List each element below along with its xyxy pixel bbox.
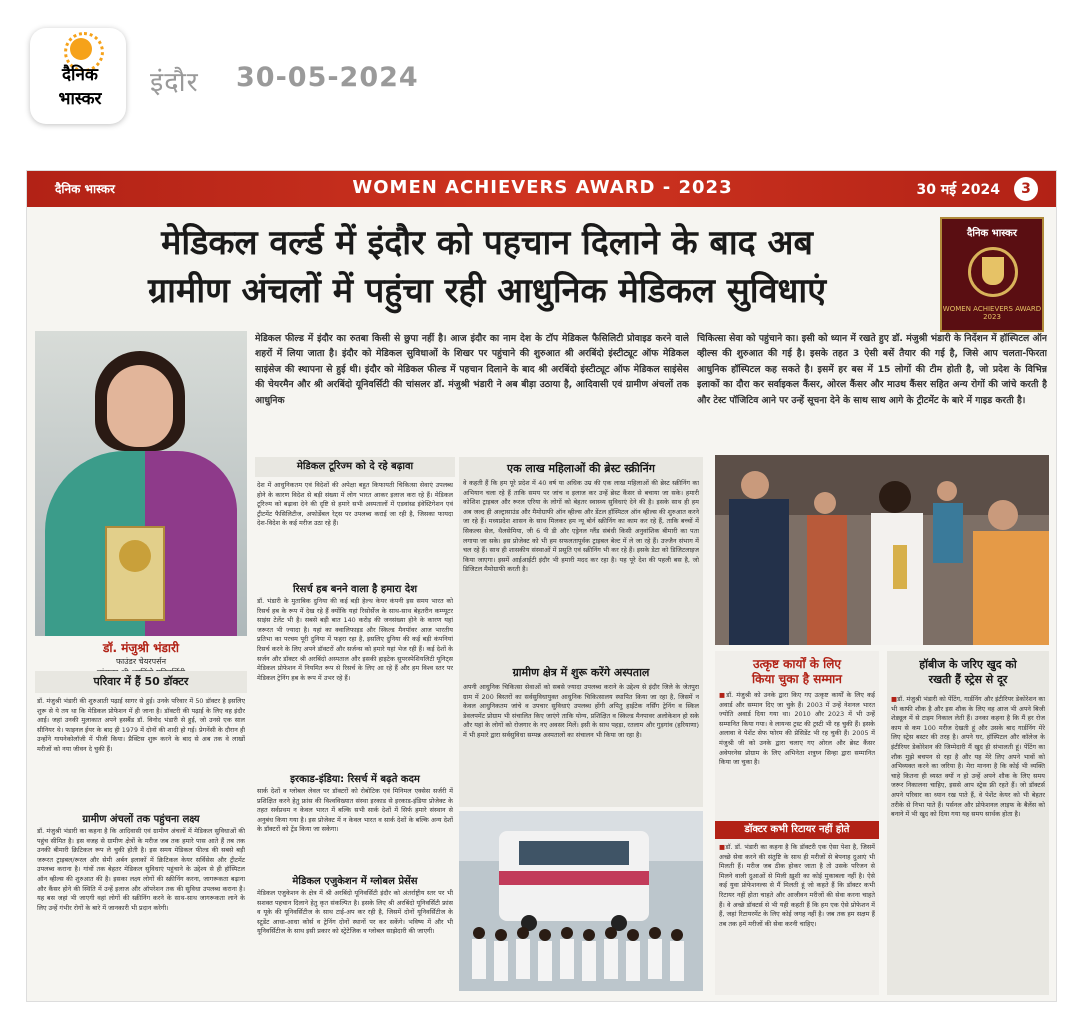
photo-face xyxy=(107,365,173,447)
ceremony-illustration xyxy=(715,455,1049,645)
award-ceremony-photo xyxy=(715,455,1049,645)
logo-text-line2: भास्कर xyxy=(58,89,102,109)
education-title: मेडिकल एजुकेशन में ग्लोबल प्रेसेंस xyxy=(292,876,418,887)
sun-logo-icon xyxy=(70,38,92,60)
research-title: रिसर्च हब बनने वाला है हमारा देश xyxy=(292,584,417,595)
intro-left: मेडिकल फील्ड में इंदौर का रुतबा किसी से छुपा नहीं है। आज इंदौर का नाम देश के टॉप मेडिकल फैसिलिटी प्रोवाइड करने वाले शहरों में लिया जाता है। इंदौर को मेडिकल सुविधाओं के शिखर पर पहुंचाने की शुरुआत श्री अरबिंदो इंस्टीट्यूट ऑफ मेडिकल साइंसेज की स्थापना से हुई थी। इंदौर को मेडिकल फील्ड में पहचान दिलाने के बाद श्री अरबिंदो इंस्टीट्यूट ऑफ मेडिकल साइंसेस की चेयरमैन और श्री अरबिंदो यूनिवर्सिटी की चांसलर डॉ. मंजुश्री भंडारी ने अब बीड़ा उठाया है, आदिवासी एवं ग्रामीण अंचलों तक आधुनिक xyxy=(255,333,689,406)
family-body: डॉ. मंजुश्री भंडारी की शुरुआती पढ़ाई सागर से हुई। उनके परिवार में 50 डॉक्टर है इसलिए शुरू से ये तय था कि मेडिकल प्रोफेशन में ही जाना है। डॉक्टरी की पढ़ाई के लिए वह इंदौर आई। जहां उनकी मुलाकात अपने हसबैंड डॉ. विनोद भंडारी से हुई, जो उनसे एक साल सीनियर थे। फाइनल ईयर के बाद ही 1979 में दोनों की शादी हो गई। प्रेगनेंसी के दौरान ही उन्होंने गायनेकोलॉजी में पीजी किया। प्रैक्टिस शुरू करने के बाद से अब तक वे लाखों मरीजों को नया जीवन दे चुकी हैं। xyxy=(37,697,245,753)
hobby-title-line1: हॉबीज के जरिए खुद को xyxy=(919,658,1017,671)
hobby-title-line2: रखती हैं स्ट्रेस से दूर xyxy=(928,673,1008,686)
breast-title: एक लाख महिलाओं की ब्रेस्ट स्क्रीनिंग xyxy=(507,462,655,475)
hobby-body: ■ डॉ. मंजुश्री भंडारी को पेंटिंग, गार्डनिंग और इंटीरियर डेकोरेशन का भी काफी शौक है और इस शौक के लिए वह आज भी अपने बिजी शेड्यूल में से टाइम निकाल लेती हैं। उनका कहना है कि मैं हर रोज काम से कम 100 मरीज देखती हूं और उसके बाद गार्डनिंग मेरे लिए स्ट्रेस बस्टर की तरह है। अपने घर, हॉस्पिटल और कॉलेज के इंटीरियर डेकोरेशन की जिम्मेदारी मैं खुद ही संभालती हूं। पेंटिंग का शौक मुझे बचपन से रहा है और यह मेरे लिए अपने भावों को अभिव्यक्त करने का जरिया है। मेरा मानना है कि कोई भी व्यक्ति चाहे कितना ही व्यस्त क्यों न हो उन्हें अपने शौक के लिए समय जरूर निकालना चाहिए, इससे आप स्ट्रेस फ्री रहते हैं। जो डॉक्टर्स अपने परिवार का ध्यान रख पाते हैं, वे पेशेंट केयर को भी बेहतर तरीके से निभा पाते हैं। पर्सनल और प्रोफेशनल लाइफ के बैलेंस को बनाने में भी खुद को दिया गया यह समय सार्थक होता है। xyxy=(891,695,1045,991)
trophy-icon xyxy=(982,257,1004,285)
headline-line2: ग्रामीण अंचलों में पहुंचा रही आधुनिक मेडिकल सुविधाएं xyxy=(148,271,826,311)
app-header xyxy=(0,0,1080,160)
dainik-bhaskar-logo[interactable] xyxy=(30,28,126,124)
headline xyxy=(37,219,937,315)
rural-body: डॉ. मंजुश्री भंडारी का कहना है कि आदिवासी एवं ग्रामीण अंचलों में मेडिकल सुविधाओं की पहुंच सीमित है। इस वजह से ग्रामीण क्षेत्रों के मरीज जब तक हमारे पास आते हैं तब तक उनकी बीमारी क्रिटिकल रूप ले चुकी होती है। इस समय मेडिकल फील्ड की सबसे बड़ी जरूरत ट्राइबल/रूरल और सेमी अर्बन इलाकों में क्रिटिकल केयर सर्विसेस और ट्रीटमेंट उपलब्ध कराना है। गांवों तक बेहतर मेडिकल सुविधाएं पहुंचाने के उद्देश्य से ही हॉस्पिटल ऑन व्हील्स की शुरुआत की है। इसका लक्ष्य लोगों की स्क्रीनिंग करना, जागरूकता बढ़ाना और कैंसर होने की स्थिति में उन्हें इलाज और ऑपरेशन तक की सुविधा उपलब्ध कराना है। यह बस जहां भी जाएगी वहां लोगों की स्क्रीनिंग करने के साथ-साथ जागरूकता लाने के लिए उन्हें गंभीर रोगों के बारे में जानकारी भी प्रदान करेगी। xyxy=(37,827,245,912)
honor-title xyxy=(715,657,879,687)
hospital-title: ग्रामीण क्षेत्र में शुरू करेंगे अस्पताल xyxy=(512,666,650,679)
tourism-title-box xyxy=(255,457,455,477)
family-title-box xyxy=(35,671,247,693)
tourism-title: मेडिकल टूरिज्म को दे रहे बढ़ावा xyxy=(296,461,414,472)
honor-title-line1: उत्कृष्ट कार्यों के लिए xyxy=(752,657,842,671)
indo-india-body: सार्क देशों व ग्लोबल लेवल पर डॉक्टरों को रोबोटिक एवं मिनिमल एक्सेस सर्जरी में प्रशिक्षित करने हेतु फ्रांस की विश्वविख्यात संस्था इरकाड से इरकाड-इंडिया प्रोजेक्ट के तहत सर्वप्रथम न केवल भारत में बल्कि सभी सार्क देशों में सिर्फ हमारे संस्थान से अनुबंध किया गया है। इस प्रोजेक्ट में न केवल भारत व सार्क देशों के बल्कि अन्य देशों के डॉक्टरों को ट्रेंड किया जा सकेगा। xyxy=(257,787,453,834)
retire-title: डॉक्टर कभी रिटायर नहीं होते xyxy=(715,821,879,839)
award-text: WOMEN ACHIEVERS AWARD 2023 xyxy=(942,305,1042,321)
hospital-body: अपनी आधुनिक चिकित्सा सेवाओं को सबसे ज्यादा उपलब्ध कराने के उद्देश्य से इंदौर जिले के जेतपुरा ग्राम में 200 बिस्तरों का सर्वसुविधायुक्त आधुनिक चिकित्सालय स्थापित किया जा रहा है, जिसमें न केवल आधुनिकतम जांचे व उपचार सुविधाएं उपलब्ध होंगी अपितु हाईटेक नर्सिंग ट्रेनिंग व स्किल डेवलपमेंट प्रोग्राम भी संचालित किए जाएंगे ताकि योग्य, प्रशिक्षित व स्किल्ड मैनपावर अलोकेशन हो सके और यहां के लोगों को रोजगार के नए अवसर मिलें। इसी के साथ पहड़ा, रतलाम और गुड़गांव (हरियाणा) में भी हमारे द्वारा सर्वसुविधा सम्पन्न अस्पतालों का संचालन भी किया जा रहा है। xyxy=(463,683,699,739)
banner-title: WOMEN ACHIEVERS AWARD - 2023 xyxy=(352,177,733,198)
banner-brand: दैनिक भास्कर xyxy=(55,182,115,196)
headline-line1: मेडिकल वर्ल्ड में इंदौर को पहचान दिलाने के बाद अब xyxy=(161,223,813,263)
bus-group-illustration xyxy=(459,811,703,991)
photo-award-emblem xyxy=(119,540,151,572)
intro-right: चिकित्सा सेवा को पहुंचाने का। इसी को ध्यान में रखते हुए डॉ. मंजुश्री भंडारी के निर्देशन में हॉस्पिटल ऑन व्हील्स की शुरुआत की गई है। इसके तहत 3 ऐसी बसें तैयार की गई है, जिसे आप चलता-फिरता आधुनिक हॉस्पिटल कह सकते है। इसमें हर बस में 15 लोगों की टीम होती है, जो प्रदेश के विभिन्न इलाकों का दौरा कर सर्वाइकल कैंसर, ओरल कैंसर और माउथ कैंसर सहित अन्य रोगों की जांचे करती है और टेस्ट पॉजिटिव आने पर उन्हें सूचना देने के साथ साथ आगे के ट्रीटमेंट के बारे में गाइड करती है। xyxy=(697,333,1047,406)
caption-name: डॉ. मंजुश्री भंडारी xyxy=(102,641,180,655)
edition-date: 30-05-2024 xyxy=(236,62,419,93)
research-body: डॉ. भंडारी के मुताबिक दुनिया की कई बड़ी हेल्थ केयर कंपनी इस समय भारत को रिसर्च हब के रूप में देख रहे हैं क्योंकि यहां रिसोर्सेज के साथ-साथ बेहतरीन कम्प्यूटर साइंस टेलेंट भी है। सबसे बड़ी बात 140 करोड़ की जनसंख्या होने के कारण यहां जरूरत भी ज्यादा है। यहां का क्वालिफाइड और स्किल्ड मैनपॉवर आज भारतीय प्रतिभा का परचम पूरी दुनिया में फहरा रहा है, इसलिए दुनिया की कई बड़ी कंपनियां रिसर्च करने के लिए अपने डॉक्टरों और सर्जन्स को हमारे यहां भेज रही हैं। कई देशों के सर्जन और डॉक्टर श्री अरबिंदो अस्पताल और इसकी हाइटेक सुपरस्पेशियलिटी यूनिट्स मेडिकल प्रोफेशन में नियमित रूप से रिसर्च के लिए आ रहे हैं और हम विश्व स्तर पर मेडिकल ट्रेनिंग हब के रूप में उभर रहे हैं। xyxy=(257,597,453,682)
hospital-on-wheels-photo xyxy=(459,811,703,991)
indo-india-title: इरकाड-इंडिया: रिसर्च में बढ़ते कदम xyxy=(290,774,420,785)
caption-role1: फाउंडर चेयरपर्सन xyxy=(115,657,167,666)
portrait-photo xyxy=(35,331,247,636)
rural-title: ग्रामीण अंचलों तक पहुंचना लक्ष्य xyxy=(82,814,200,825)
edition-city: इंदौर xyxy=(150,67,199,98)
photo-award-plaque xyxy=(105,526,165,621)
breast-body: वे कहती हैं कि हम पूरे प्रदेश में 40 वर्ष या अधिक उम्र की एक लाख महिलाओं की ब्रेस्ट स्क्रीनिंग का अभियान चला रहे हैं ताकि समय पर जांच व इलाज कर उन्हें ब्रेस्ट कैंसर से बचाया जा सके। हमारी कोशिश ट्राइबल और रूरल एरिया के लोगों को बेहतर स्वास्थ्य सुविधाएं देने की है। इसके साथ ही हम अब जल्द ही अल्ट्रासाउंड और मैमोग्राफी ऑन व्हील्स और डेंटल हॉस्पिटल ऑन व्हील्स की शुरुआत करने जा रहे हैं। मध्यप्रदेश शासन के साथ मिलकर हम न्यू बोर्न स्क्रीनिंग का काम कर रहे हैं, ताकि बच्चों में सिकल्स सेल, थैलसेमिया, जी 6 पी डी और एड्रेनल ग्लैंड संबंधी किसी अनुवांशिक बीमारी का पता लगाया जा सके। इस प्रोजेक्ट को भी हम सफलतापूर्वक ट्राइबल बेल्ट में ले जा रहे हैं। उज्जैन संभाग में चल रहे हैं। साथ ही शासकीय संस्थाओं में प्रसूति एवं स्क्रीनिंग भी कर रहे हैं। इसके डेटा को डिजिटलाइज किया जाएगा। इसमें आईआईटी इंदौर भी हमारी मदद कर रहा है। यह पूरे देश की पहली बस है, जो डिजिटल मैमोग्राफी करती है। xyxy=(463,479,699,574)
family-title: परिवार में हैं 50 डॉक्टर xyxy=(93,675,189,688)
honor-title-line2: किया चुका है सम्मान xyxy=(752,672,842,686)
retire-body: ■ डॉ. डॉ. भंडारी का कहना है कि डॉक्टरी एक ऐसा पेशा है, जिसमें अच्छे सेवा करने की संतुष्टि के साथ ही मरीजों से बेपनाह दुआएं भी मिलती हैं। मरीज जब ठीक होकर जाता है तो उसके परिजन से मिलने वाली दुआओं से मिली ख़ुशी का कोई मुकाबला नहीं है। ऐसे कई युवा प्रोफेशनल्स से मैं मिलती हूं जो कहते हैं कि डॉक्टर कभी रिटायर नहीं होता चाहते और आजीवन मरीजों की सेवा करना चाहते हैं। वे अच्छे डॉक्टर्स से भी यही कहती हैं कि हम एक ऐसे प्रोफेशन में हैं, जहां रिटायरमेंट के लिए कोई जगह नहीं है। जब तक हम सक्षम हैं तब तक हमें मरीजों की सेवा करनी चाहिए। xyxy=(719,843,875,993)
honor-body: ■ डॉ. मंजुश्री को उनके द्वारा किए गए उत्कृष्ट कार्यों के लिए कई अवार्ड और सम्मान दिए जा चुके हैं। 2003 में उन्हें नेशनल भारत ज्योति अवार्ड दिया गया था। 2010 और 2023 में भी उन्हें सम्मानित किया गया। वे लायन्स ट्रस्ट की ट्रस्टी भी रह चुकी हैं। इसके अलावा वे पेशेंट सेफ फोरम की प्रेसिडेंट भी रह चुकी हैं। 2005 में मंजुश्री जी को उनके द्वारा चलाए गए ओरल और ब्रेस्ट कैंसर अवेयरनेस प्रोग्राम के लिए अभिनेता शत्रुघ्न सिन्हा द्वारा सम्मानित किया जा चुका है। xyxy=(719,691,875,815)
page-number: 3 xyxy=(1014,177,1038,201)
logo-text-line1: दैनिक xyxy=(62,65,98,85)
page-banner xyxy=(27,171,1057,207)
tourism-body: देश में आधुनिकतम एवं विदेशों की अपेक्षा बहुत किफायती चिकित्सा सेवाएं उपलब्ध होने के कारण विदेश से बड़ी संख्या में लोग भारत आकर इलाज करा रहे हैं। मेडिकल टूरिज्म को बढ़ावा देने की दृष्टि से हमारे सभी अस्पतालों में एडवांस्ड इंवेस्टिगेशन एवं ट्रीटमेंट फैसिलिटीज, अफोर्डेबल रेट्स पर उपलब्ध कराई जा रही है, जिसका फायदा देश-विदेश के कई मरीज उठा रहे हैं। xyxy=(257,481,453,528)
banner-date: 30 मई 2024 xyxy=(916,182,1000,198)
education-body: मेडिकल एजुकेशन के क्षेत्र में श्री अरबिंदो यूनिवर्सिटी इंदौर को अंतर्राष्ट्रीय स्तर पर भी सशक्त पहचान दिलाने हेतु कृत संकल्पित है। इसके लिए श्री अरबिंदो यूनिवर्सिटी फ्रांस व यूके की यूनिवर्सिटीज के साथ टाई-अप कर रही है, जिसमें दोनों यूनिवर्सिटीज के स्टूडेंट आधा-आधा कोर्स व ट्रेनिंग दोनों स्थानों पर कर सकेंगे। भविष्य में और भी यूनिवर्सिटीज के साथ इसी प्रकार को स्ट्रेटेजिक व ग्लोबल साझेदारी की जाएगी। xyxy=(257,889,453,936)
newspaper-page[interactable] xyxy=(26,170,1057,1002)
award-badge xyxy=(940,217,1044,332)
award-brand: दैनिक भास्कर xyxy=(967,228,1017,239)
hobby-title xyxy=(887,657,1049,687)
